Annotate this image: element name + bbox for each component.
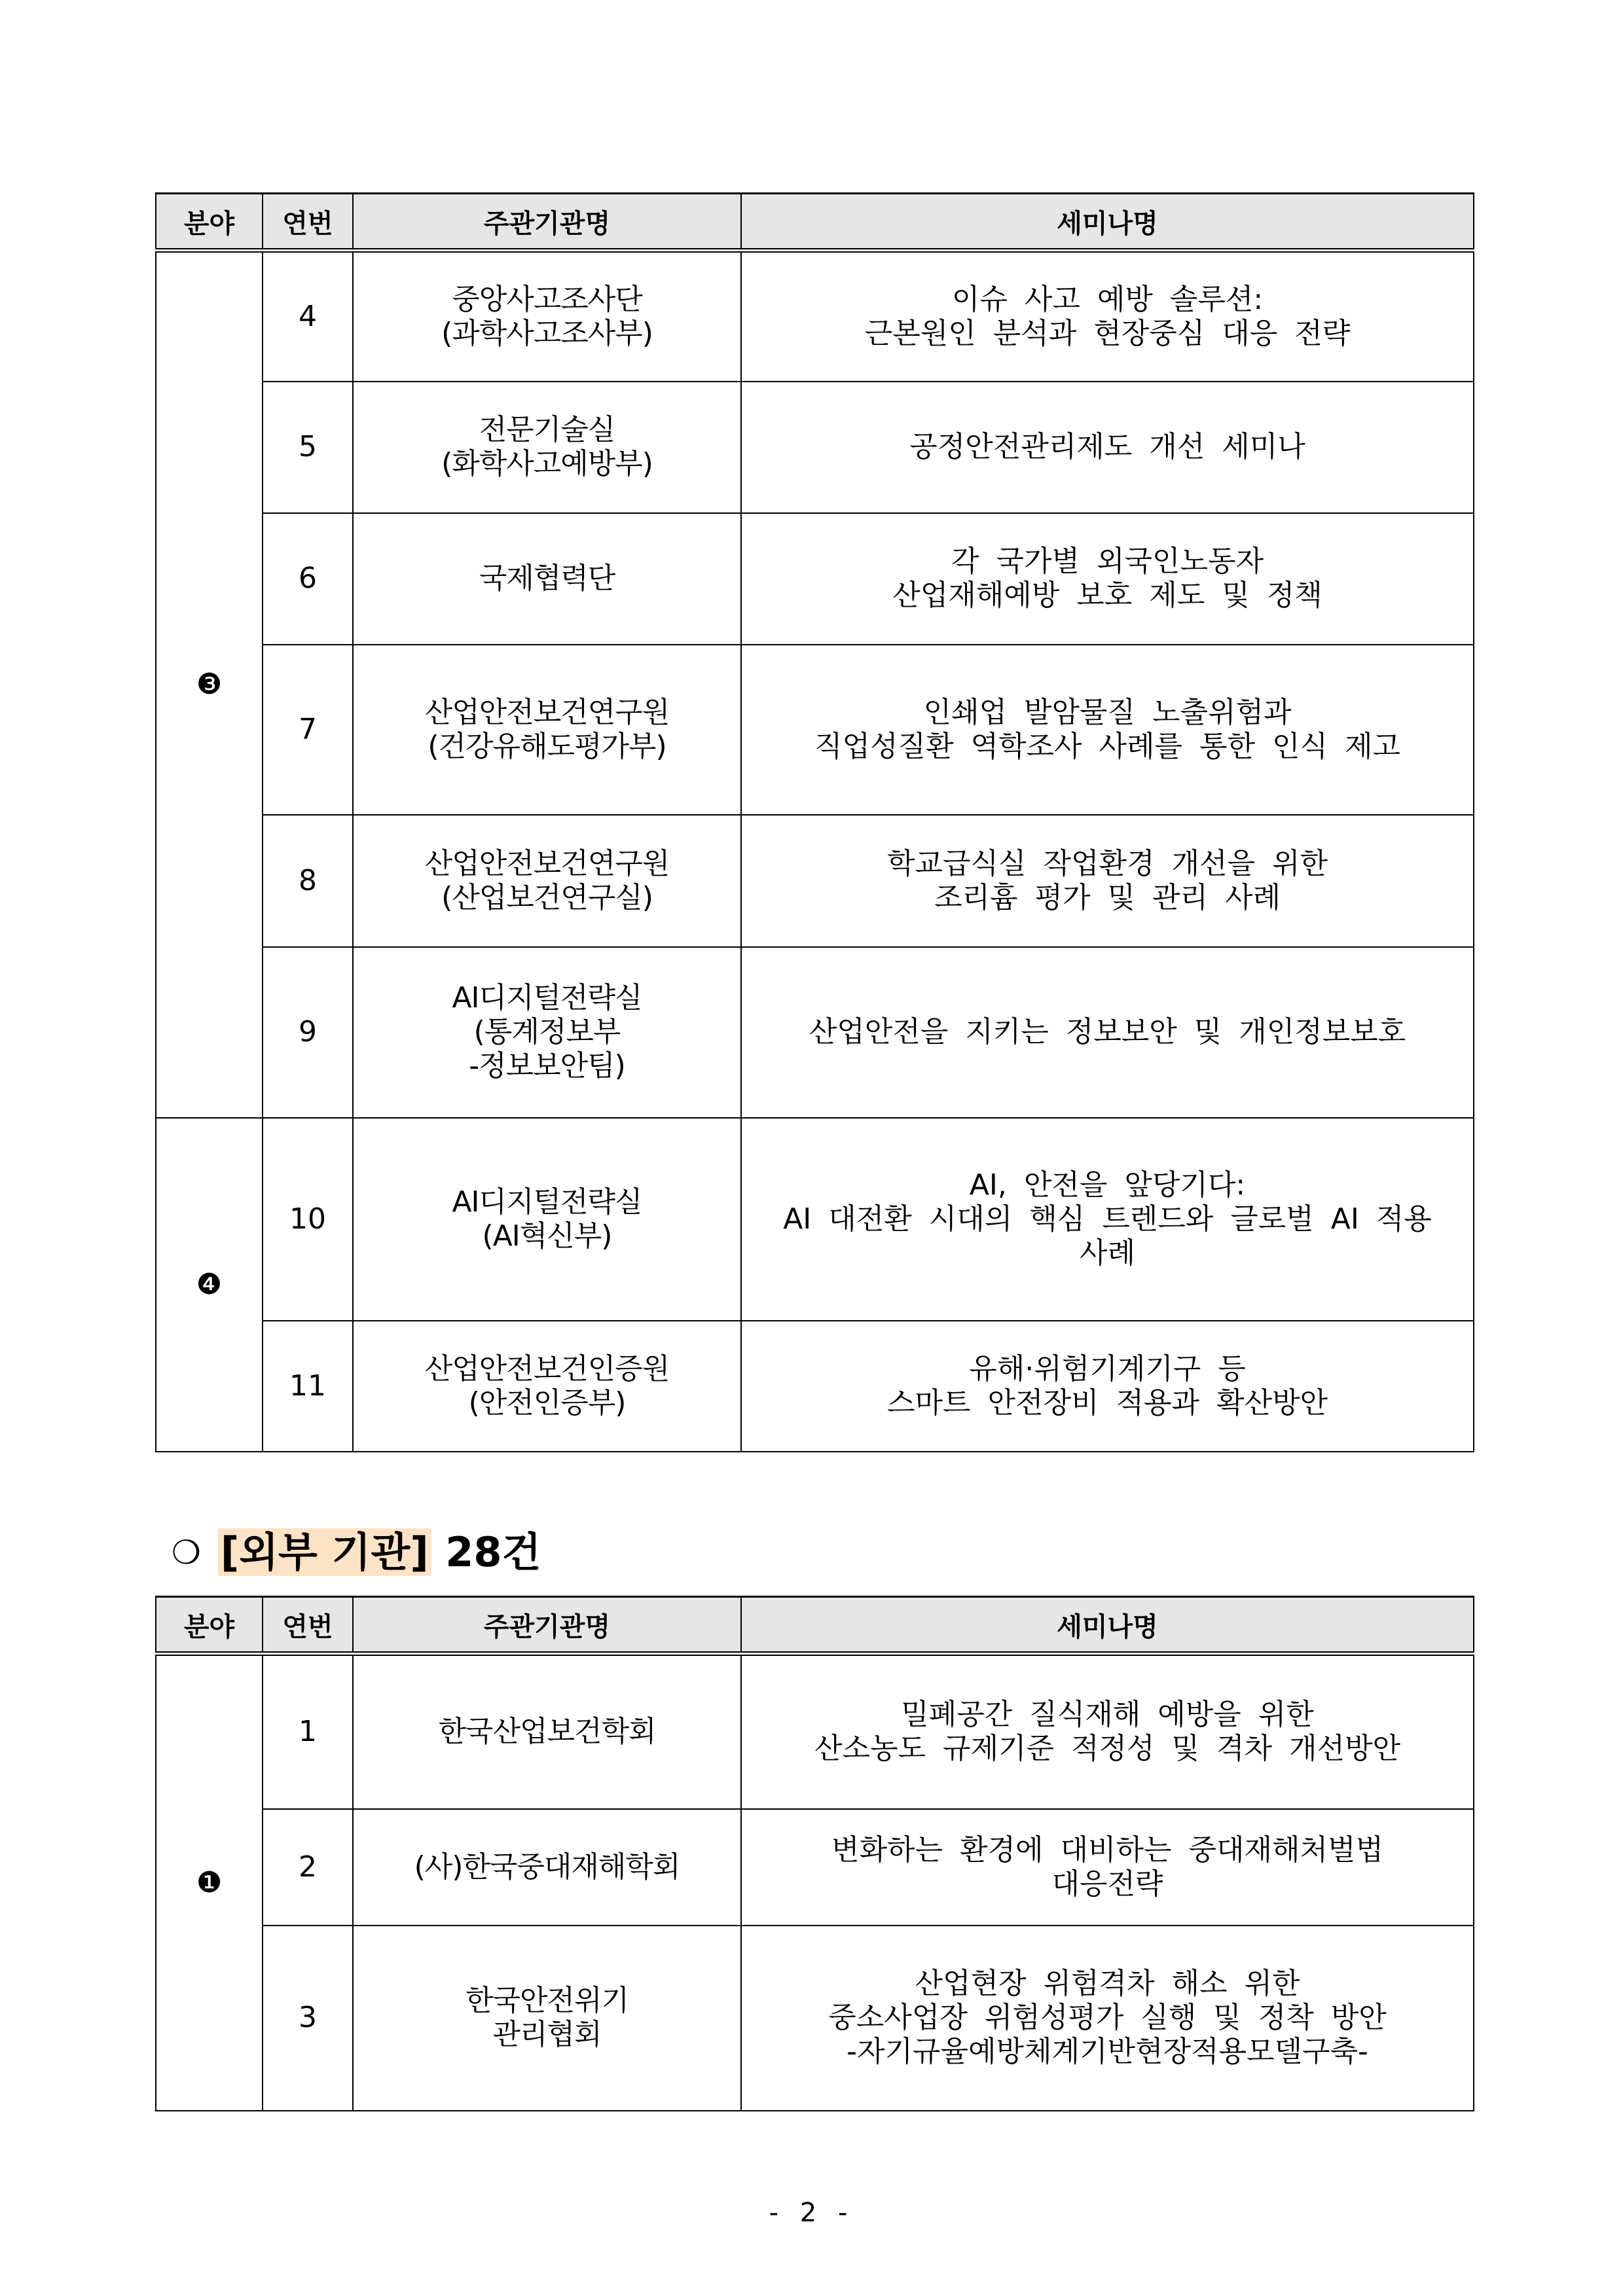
host-org: (사)한국중대재해학회	[353, 1809, 741, 1926]
row-number: 6	[263, 513, 353, 645]
seminar-title: 산업현장 위험격차 해소 위한 중소사업장 위험성평가 실행 및 정착 방안 -자기규율예방체계기반현장적용모델구축-	[741, 1926, 1474, 2111]
row-number: 8	[263, 815, 353, 947]
table-row	[156, 947, 1474, 1118]
category-cell: ❹	[156, 1118, 263, 1452]
row-number: 1	[263, 1654, 353, 1809]
row-number: 9	[263, 947, 353, 1118]
category-cell: ❸	[156, 251, 263, 1118]
host-org: AI디지털전략실 (통계정보부 -정보보안팀)	[353, 947, 741, 1118]
circle-bullet-icon: ❍	[172, 1534, 201, 1571]
host-org: 국제협력단	[353, 513, 741, 645]
header-no: 연번	[263, 194, 353, 251]
table-row	[156, 513, 1474, 645]
table-header-row	[156, 1597, 1474, 1654]
header-no: 연번	[263, 1597, 353, 1654]
host-org: 산업안전보건연구원 (산업보건연구실)	[353, 815, 741, 947]
table-row	[156, 1321, 1474, 1452]
row-number: 10	[263, 1118, 353, 1321]
header-host: 주관기관명	[353, 194, 741, 251]
internal-seminar-table	[155, 192, 1474, 1452]
row-number: 4	[263, 251, 353, 382]
header-field: 분야	[156, 1597, 263, 1654]
host-org: 한국안전위기 관리협회	[353, 1926, 741, 2111]
row-number: 3	[263, 1926, 353, 2111]
host-org: 중앙사고조사단 (과학사고조사부)	[353, 251, 741, 382]
table-row	[156, 1809, 1474, 1926]
host-org: 산업안전보건인증원 (안전인증부)	[353, 1321, 741, 1452]
header-host: 주관기관명	[353, 1597, 741, 1654]
table-row	[156, 1654, 1474, 1809]
row-number: 2	[263, 1809, 353, 1926]
seminar-title: 공정안전관리제도 개선 세미나	[741, 382, 1474, 513]
seminar-title: 산업안전을 지키는 정보보안 및 개인정보보호	[741, 947, 1474, 1118]
seminar-title: 인쇄업 발암물질 노출위험과 직업성질환 역학조사 사례를 통한 인식 제고	[741, 645, 1474, 815]
header-seminar: 세미나명	[741, 1597, 1474, 1654]
host-org: 산업안전보건연구원 (건강유해도평가부)	[353, 645, 741, 815]
seminar-title: 각 국가별 외국인노동자 산업재해예방 보호 제도 및 정책	[741, 513, 1474, 645]
table-row	[156, 645, 1474, 815]
seminar-title: 이슈 사고 예방 솔루션: 근본원인 분석과 현장중심 대응 전략	[741, 251, 1474, 382]
host-org: AI디지털전략실 (AI혁신부)	[353, 1118, 741, 1321]
section-label: [외부 기관]	[218, 1528, 431, 1576]
header-field: 분야	[156, 194, 263, 251]
host-org: 전문기술실 (화학사고예방부)	[353, 382, 741, 513]
category-cell: ❶	[156, 1654, 263, 2111]
section-count: 28건	[445, 1528, 541, 1576]
row-number: 11	[263, 1321, 353, 1452]
table-row	[156, 1118, 1474, 1321]
section-heading-external	[172, 1526, 541, 1579]
table-row	[156, 815, 1474, 947]
host-org: 한국산업보건학회	[353, 1654, 741, 1809]
table-row	[156, 251, 1474, 382]
row-number: 5	[263, 382, 353, 513]
table-header-row	[156, 194, 1474, 251]
header-seminar: 세미나명	[741, 194, 1474, 251]
seminar-title: 학교급식실 작업환경 개선을 위한 조리흄 평가 및 관리 사례	[741, 815, 1474, 947]
row-number: 7	[263, 645, 353, 815]
table-row	[156, 1926, 1474, 2111]
seminar-title: 변화하는 환경에 대비하는 중대재해처벌법 대응전략	[741, 1809, 1474, 1926]
seminar-title: 유해·위험기계기구 등 스마트 안전장비 적용과 확산방안	[741, 1321, 1474, 1452]
page-number: - 2 -	[769, 2198, 854, 2228]
seminar-title: AI, 안전을 앞당기다: AI 대전환 시대의 핵심 트렌드와 글로벌 AI 적용 사례	[741, 1118, 1474, 1321]
external-seminar-table	[155, 1596, 1474, 2111]
seminar-title: 밀폐공간 질식재해 예방을 위한 산소농도 규제기준 적정성 및 격차 개선방안	[741, 1654, 1474, 1809]
table-row	[156, 382, 1474, 513]
